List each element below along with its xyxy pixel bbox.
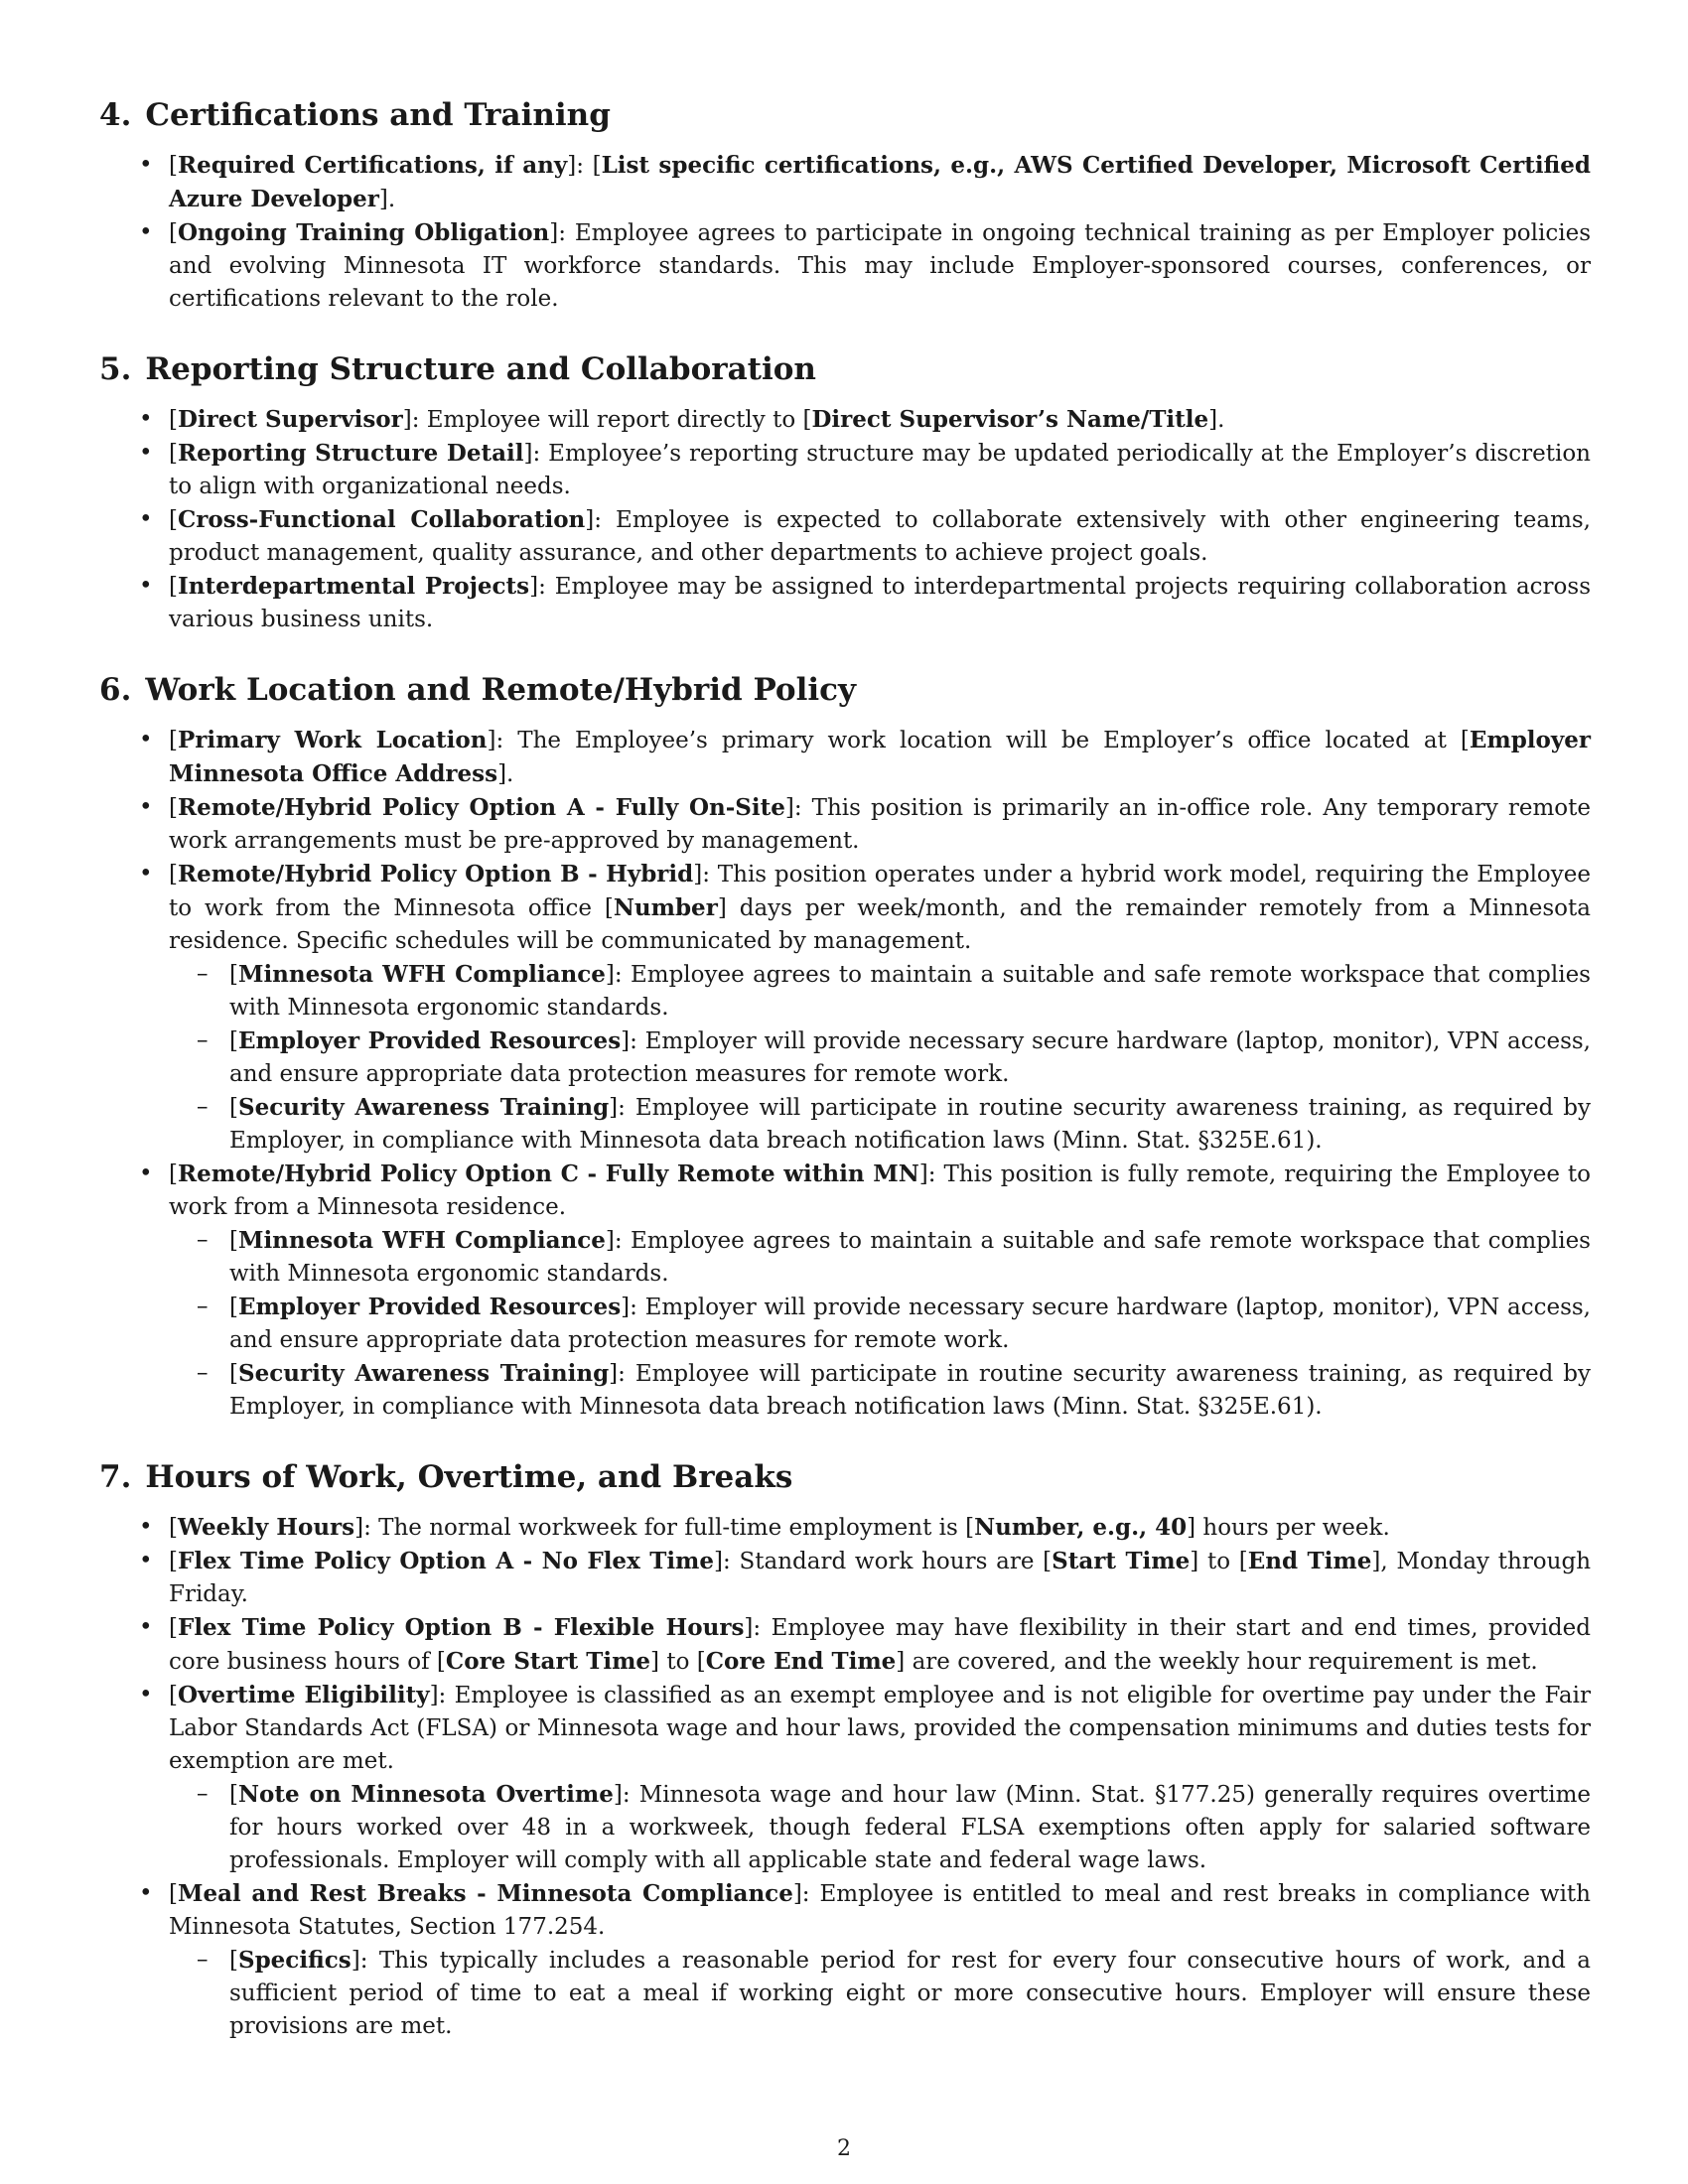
- clause-text: [: [169, 574, 178, 600]
- placeholder-term: Cross-Functional Collaboration: [177, 506, 586, 533]
- placeholder-term: Core Start Time: [445, 1648, 651, 1675]
- clause-text: ] days per week/month, and the remainder remotely from a Minnesota residence. Specific schedules will be communicated by management.: [169, 895, 1591, 954]
- clause-text: ]: Employee may have flexibility in their start and end times, provided core business hours of [: [169, 1615, 1591, 1675]
- clause-text: ]: Minnesota wage and hour law (Minn. Stat. §177.25) generally requires overtime for hours worked over 48 in a workweek, though federal FLSA exemptions often apply for salaried software professionals. Employer will comply with all applicable state and federal wage laws.: [229, 1782, 1592, 1873]
- page-number: 2: [837, 2136, 851, 2161]
- placeholder-term: Security Awareness Training: [237, 1094, 610, 1121]
- clause-item: [99, 1611, 1591, 1679]
- clause-text: ]: Employee is expected to collaborate extensively with other engineering teams, product management, quality assurance, and other departments to achieve project goals.: [169, 507, 1591, 566]
- clause-text: ]: Employee’s reporting structure may be updated periodically at the Employer’s discretion to align with organizational needs.: [169, 441, 1591, 499]
- clause-text: [: [169, 1549, 178, 1574]
- sub-clause-item: [169, 1291, 1591, 1357]
- placeholder-term: Employer Minnesota Office Address: [169, 727, 1591, 787]
- section-reporting-structure-and-collaboration: [99, 349, 1591, 636]
- section-number: 7.: [99, 1459, 132, 1495]
- placeholder-term: Flex Time Policy Option B - Flexible Hours: [177, 1614, 745, 1641]
- placeholder-term: Employer Provided Resources: [237, 1294, 622, 1320]
- clause-text: [: [169, 1615, 178, 1641]
- placeholder-term: Security Awareness Training: [237, 1360, 610, 1387]
- clause-text: ] to [: [650, 1649, 706, 1675]
- section-certifications-and-training: [99, 95, 1591, 316]
- placeholder-term: List specific certifications, e.g., AWS Certified Developer, Microsoft Certified Azure Developer: [169, 152, 1591, 212]
- placeholder-term: Required Certifications, if any: [177, 152, 568, 179]
- clause-text: [: [169, 507, 178, 533]
- clause-text: ]: Standard work hours are [: [714, 1549, 1053, 1574]
- clause-text: ]: Employer will provide necessary secure hardware (laptop, monitor), VPN access, and ensure appropriate data protection measures for remote work.: [229, 1028, 1591, 1087]
- clause-item: [99, 724, 1591, 791]
- placeholder-term: Number, e.g., 40: [974, 1514, 1188, 1541]
- placeholder-term: Ongoing Training Obligation: [177, 219, 550, 246]
- section-title: Reporting Structure and Collaboration: [145, 351, 816, 387]
- section-heading: [99, 1457, 1591, 1497]
- clause-item: [99, 1679, 1591, 1877]
- section-title: Certifications and Training: [145, 97, 611, 133]
- clause-text: [: [169, 441, 178, 467]
- clause-text: [: [169, 1683, 178, 1708]
- clause-text: [: [169, 1881, 178, 1907]
- section-hours-of-work-overtime-and-breaks: [99, 1457, 1591, 2043]
- clause-item: [99, 503, 1591, 570]
- placeholder-term: Primary Work Location: [177, 727, 488, 753]
- clause-text: [: [229, 1095, 238, 1121]
- clause-text: ]: Employee will participate in routine security awareness training, as required by Employer, in compliance with Minnesota data breach notification laws (Minn. Stat. §325E.61).: [229, 1361, 1591, 1420]
- placeholder-term: Direct Supervisor: [177, 406, 403, 433]
- section-work-location-and-remote-hybrid-policy: [99, 670, 1591, 1424]
- clause-text: ] hours per week.: [1187, 1515, 1390, 1541]
- clause-text: [: [169, 862, 178, 887]
- sub-clause-list: [169, 1224, 1591, 1424]
- placeholder-term: Reporting Structure Detail: [177, 440, 524, 467]
- clause-text: ]: Employee will participate in routine security awareness training, as required by Employer, in compliance with Minnesota data breach notification laws (Minn. Stat. §325E.61).: [229, 1095, 1591, 1154]
- placeholder-term: Minnesota WFH Compliance: [237, 1227, 606, 1254]
- placeholder-term: End Time: [1247, 1548, 1372, 1574]
- clause-text: ].: [497, 761, 514, 787]
- clause-text: ].: [1208, 407, 1225, 433]
- section-number: 6.: [99, 672, 132, 708]
- placeholder-term: Start Time: [1052, 1548, 1191, 1574]
- clause-item: [99, 149, 1591, 216]
- sub-clause-item: [169, 958, 1591, 1024]
- section-heading: [99, 670, 1591, 710]
- clause-text: ]: Employee agrees to maintain a suitable and safe remote workspace that complies with Minnesota ergonomic standards.: [229, 1228, 1591, 1287]
- clause-text: ]: The normal workweek for full-time employment is [: [354, 1515, 975, 1541]
- section-heading: [99, 349, 1591, 389]
- clause-text: ] are covered, and the weekly hour requirement is met.: [896, 1649, 1538, 1675]
- placeholder-term: Number: [613, 894, 718, 921]
- clause-list: [99, 149, 1591, 316]
- placeholder-term: Meal and Rest Breaks - Minnesota Compliance: [177, 1880, 793, 1907]
- section-number: 4.: [99, 97, 132, 133]
- clause-text: [: [169, 728, 178, 753]
- clause-text: ]: This position is fully remote, requiring the Employee to work from a Minnesota residence.: [169, 1161, 1591, 1220]
- clause-text: ] to [: [1190, 1549, 1248, 1574]
- clause-text: ]: This typically includes a reasonable period for rest for every four consecutive hours of work, and a sufficient period of time to eat a meal if working eight or more consecutive hours. Employer will ensure these provisions are met.: [229, 1948, 1591, 2039]
- clause-text: [: [169, 1161, 178, 1187]
- clause-text: [: [169, 220, 178, 246]
- clause-item: [99, 791, 1591, 858]
- sub-clause-list: [169, 958, 1591, 1158]
- clause-item: [99, 570, 1591, 636]
- clause-list: [99, 724, 1591, 1424]
- clause-item: [99, 216, 1591, 316]
- placeholder-term: Specifics: [237, 1947, 352, 1974]
- placeholder-term: Direct Supervisor’s Name/Title: [811, 406, 1209, 433]
- clause-text: [: [229, 1361, 238, 1387]
- clause-text: [: [169, 407, 178, 433]
- clause-text: [: [169, 795, 178, 821]
- clause-text: [: [229, 1782, 238, 1808]
- clause-text: ]: Employee is classified as an exempt employee and is not eligible for overtime pay under the Fair Labor Standards Act (FLSA) or Minnesota wage and hour laws, provided the compensation minimums and duties tests for exemption are met.: [169, 1683, 1591, 1774]
- clause-item: [99, 437, 1591, 503]
- clause-item: [99, 1158, 1591, 1424]
- sub-clause-item: [169, 1224, 1591, 1291]
- placeholder-term: Flex Time Policy Option A - No Flex Time: [177, 1548, 715, 1574]
- clause-text: [: [169, 153, 178, 179]
- clause-list: [99, 403, 1591, 636]
- section-heading: [99, 95, 1591, 135]
- sub-clause-item: [169, 1091, 1591, 1158]
- placeholder-term: Note on Minnesota Overtime: [237, 1781, 614, 1808]
- clause-text: [: [229, 1028, 238, 1054]
- clause-text: ]: Employee agrees to maintain a suitable and safe remote workspace that complies with Minnesota ergonomic standards.: [229, 962, 1591, 1021]
- clause-text: ]: The Employee’s primary work location will be Employer’s office located at [: [487, 728, 1470, 753]
- placeholder-term: Weekly Hours: [177, 1514, 355, 1541]
- placeholder-term: Remote/Hybrid Policy Option A - Fully On-Site: [177, 794, 785, 821]
- clause-list: [99, 1511, 1591, 2043]
- placeholder-term: Overtime Eligibility: [177, 1682, 430, 1708]
- clause-text: ]: Employee may be assigned to interdepartmental projects requiring collaboration across various business units.: [169, 574, 1591, 632]
- sub-clause-list: [169, 1944, 1591, 2043]
- sub-clause-list: [169, 1778, 1591, 1877]
- clause-text: [: [229, 1295, 238, 1320]
- clause-item: [99, 1545, 1591, 1611]
- clause-text: ]: [: [567, 153, 602, 179]
- clause-text: ], Monday through Friday.: [169, 1549, 1592, 1607]
- placeholder-term: Employer Provided Resources: [237, 1027, 622, 1054]
- clause-text: ]: Employee is entitled to meal and rest breaks in compliance with Minnesota Statutes, Section 177.254.: [169, 1881, 1591, 1940]
- document-page: [99, 95, 1591, 2077]
- clause-item: [99, 403, 1591, 437]
- sub-clause-item: [169, 1778, 1591, 1877]
- clause-text: [: [229, 1948, 238, 1974]
- placeholder-term: Remote/Hybrid Policy Option B - Hybrid: [177, 861, 694, 887]
- clause-text: ]: This position operates under a hybrid work model, requiring the Employee to work from the Minnesota office [: [169, 862, 1591, 921]
- clause-text: ]: Employer will provide necessary secure hardware (laptop, monitor), VPN access, and ensure appropriate data protection measures for remote work.: [229, 1295, 1591, 1353]
- clause-text: [: [229, 1228, 238, 1254]
- sub-clause-item: [169, 1944, 1591, 2043]
- section-title: Hours of Work, Overtime, and Breaks: [145, 1459, 793, 1495]
- clause-text: [: [229, 962, 238, 988]
- clause-text: ]: Employee agrees to participate in ongoing technical training as per Employer policies and evolving Minnesota IT workforce standards. This may include Employer-sponsored courses, conferences, or certifications relevant to the role.: [169, 220, 1592, 312]
- clause-text: ].: [378, 187, 396, 212]
- clause-text: [: [169, 1515, 178, 1541]
- sub-clause-item: [169, 1357, 1591, 1424]
- clause-item: [99, 1511, 1591, 1545]
- section-title: Work Location and Remote/Hybrid Policy: [145, 672, 857, 708]
- clause-text: ]: This position is primarily an in-office role. Any temporary remote work arrangements must be pre-approved by management.: [169, 795, 1591, 854]
- clause-item: [99, 858, 1591, 1158]
- clause-item: [99, 1877, 1591, 2043]
- placeholder-term: Core End Time: [705, 1648, 897, 1675]
- sub-clause-item: [169, 1024, 1591, 1091]
- placeholder-term: Interdepartmental Projects: [177, 573, 530, 600]
- section-number: 5.: [99, 351, 132, 387]
- clause-text: ]: Employee will report directly to [: [402, 407, 812, 433]
- placeholder-term: Minnesota WFH Compliance: [237, 961, 606, 988]
- placeholder-term: Remote/Hybrid Policy Option C - Fully Remote within MN: [177, 1160, 919, 1187]
